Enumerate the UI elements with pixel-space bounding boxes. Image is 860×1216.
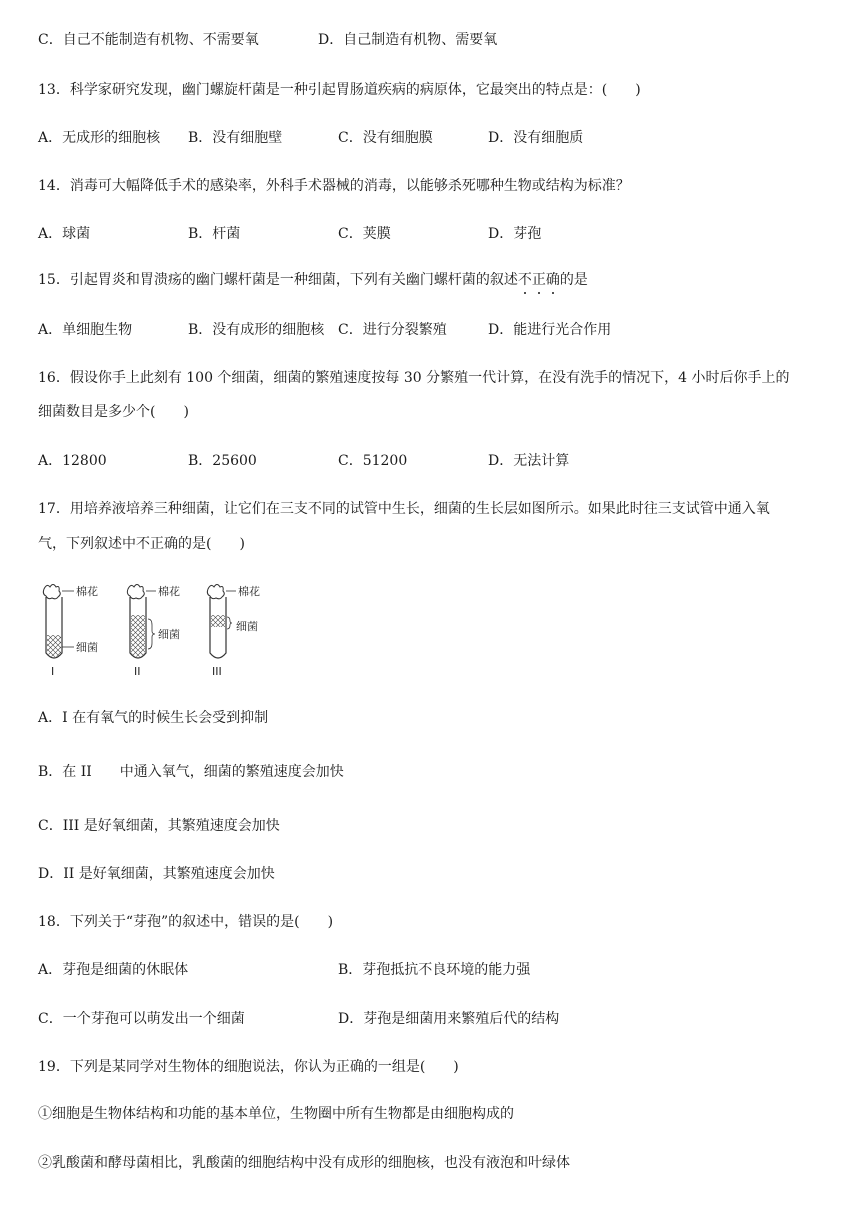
q18-option-b: B．芽孢抵抗不良环境的能力强	[338, 962, 531, 978]
tube-1-cotton-label: 棉花	[76, 585, 98, 598]
tube-1-bacteria-label: 细菌	[76, 641, 98, 654]
q17-option-b: B．在 II 中通入氧气，细菌的繁殖速度会加快	[38, 764, 344, 780]
q17-option-a: A．I 在有氧气的时候生长会受到抑制	[38, 710, 269, 726]
q13-option-d: D．没有细胞质	[488, 130, 584, 146]
q13-stem: 13．科学家研究发现，幽门螺旋杆菌是一种引起胃肠道疾病的病原体，它最突出的特点是：( )	[38, 82, 641, 98]
q15-option-a: A．单细胞生物	[38, 322, 133, 338]
tube-2-bacteria-layer	[131, 615, 145, 653]
q13-option-b: B．没有细胞壁	[188, 130, 283, 146]
q18-option-c: C．一个芽孢可以萌发出一个细菌	[38, 1011, 245, 1027]
tube-2-label: II	[134, 665, 141, 678]
q17-stem-line1: 17．用培养液培养三种细菌，让它们在三支不同的试管中生长，细菌的生长层如图所示。如果此时往三支试管中通入氧	[38, 501, 770, 517]
tube-2	[127, 584, 180, 678]
q14-option-d: D．芽孢	[488, 226, 542, 242]
tube-1	[43, 584, 98, 678]
tube-2-cotton-label: 棉花	[158, 585, 180, 598]
q15-option-b: B．没有成形的细胞核	[188, 322, 325, 338]
q17-option-d: D．II 是好氧细菌，其繁殖速度会加快	[38, 866, 275, 882]
q15-stem-suffix: 的是	[559, 272, 588, 288]
q14-option-c: C．荚膜	[338, 226, 391, 242]
q15-option-d: D．能进行光合作用	[488, 322, 612, 338]
q15-stem-prefix: 15．引起胃炎和胃溃疡的幽门螺杆菌是一种细菌，下列有关幽门螺杆菌的叙述	[38, 272, 518, 288]
q15-emph-1: 不	[517, 272, 532, 288]
q16-stem-line1: 16．假设你手上此刻有 100 个细菌，细菌的繁殖速度按每 30 分繁殖一代计算，在没有洗手的情况下，4 小时后你手上的	[38, 370, 790, 386]
q18-option-a: A．芽孢是细菌的休眠体	[38, 962, 189, 978]
tube-1-cotton	[43, 585, 60, 599]
q16-option-b: B．25600	[188, 453, 257, 469]
tube-3-cotton-label: 棉花	[238, 585, 260, 598]
tube-2-bacteria-label: 细菌	[158, 628, 180, 641]
q16-option-a: A．12800	[38, 453, 107, 469]
q15-emph-2: 正	[531, 272, 546, 288]
q13-option-a: A．无成形的细胞核	[38, 130, 161, 146]
q17-stem-line2: 气，下列叙述中不正确的是( )	[38, 536, 245, 552]
tube-3-label: III	[212, 665, 222, 678]
q15-stem	[38, 270, 588, 290]
tube-3-cotton	[207, 585, 224, 599]
q13-option-c: C．没有细胞膜	[338, 130, 433, 146]
tube-3-bacteria-layer	[211, 615, 225, 627]
tube-2-cotton	[127, 585, 144, 599]
q16-option-d: D．无法计算	[488, 453, 570, 469]
q15-option-c: C．进行分裂繁殖	[338, 322, 447, 338]
test-tube-figure	[38, 575, 278, 685]
q19-statement-2: ②乳酸菌和酵母菌相比，乳酸菌的细胞结构中没有成形的细胞核，也没有液泡和叶绿体	[38, 1155, 570, 1171]
q16-option-c: C．51200	[338, 453, 408, 469]
q12-option-c: C．自己不能制造有机物、不需要氧	[38, 32, 259, 48]
q15-emph-3: 确	[545, 272, 560, 288]
q19-stem: 19．下列是某同学对生物体的细胞说法，你认为正确的一组是( )	[38, 1059, 459, 1075]
tube-3	[207, 584, 260, 678]
q14-stem: 14．消毒可大幅降低手术的感染率，外科手术器械的消毒，以能够杀死哪种生物或结构为标准？	[38, 178, 630, 194]
q12-option-d: D．自己制造有机物、需要氧	[318, 32, 498, 48]
q14-option-b: B．杆菌	[188, 226, 241, 242]
q17-option-c: C．III 是好氧细菌，其繁殖速度会加快	[38, 818, 280, 834]
q19-statement-1: ①细胞是生物体结构和功能的基本单位，生物圈中所有生物都是由细胞构成的	[38, 1106, 514, 1122]
q14-option-a: A．球菌	[38, 226, 91, 242]
tube-1-bacteria-layer	[47, 635, 61, 653]
tube-1-label: I	[51, 665, 55, 678]
tube-3-bacteria-label: 细菌	[236, 620, 258, 633]
q18-option-d: D．芽孢是细菌用来繁殖后代的结构	[338, 1011, 560, 1027]
q16-stem-line2: 细菌数目是多少个( )	[38, 404, 189, 420]
q18-stem: 18．下列关于“芽孢”的叙述中，错误的是( )	[38, 914, 334, 930]
